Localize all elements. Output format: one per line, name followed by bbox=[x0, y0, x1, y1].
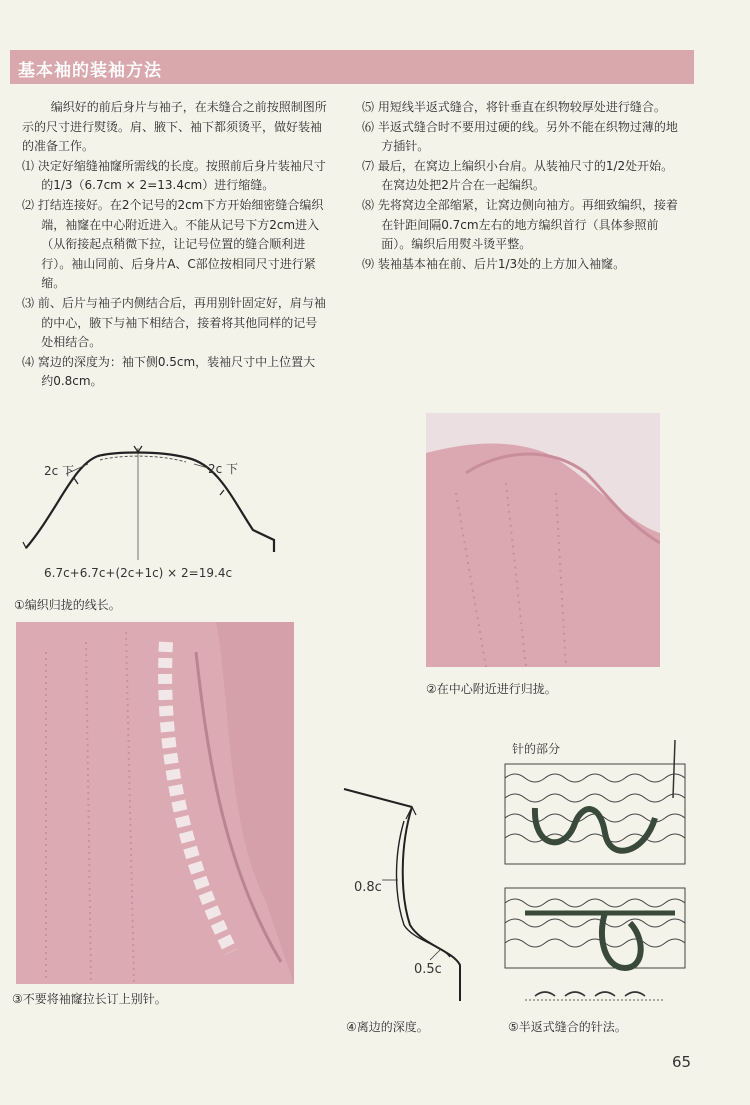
sleeve-label-right: 2c 下 bbox=[208, 462, 239, 476]
left-text-column bbox=[22, 98, 327, 392]
figure-1-caption: ①编织归拢的线长。 bbox=[14, 598, 121, 612]
step-item: ⑻ 先将窝边全部缩紧，让窝边侧向袖方。再细致编织，接着在针距间隔0.7cm左右的地方编织首行（具体参照前面）。编织后用熨斗烫平整。 bbox=[362, 197, 678, 252]
gathering-dashed-line bbox=[100, 456, 186, 462]
seam-depth-diagram bbox=[342, 785, 472, 1005]
photo-pinned-sleeve bbox=[16, 622, 294, 984]
figure-3-caption: ③不要将袖窿拉长订上别针。 bbox=[12, 992, 167, 1006]
backstitch-diagram bbox=[505, 738, 690, 1010]
depth-label-bottom: 0.5c bbox=[414, 962, 442, 977]
section-title-bar bbox=[10, 50, 694, 84]
notch-mark bbox=[74, 478, 78, 484]
step-item: ⑺ 最后，在窝边上编织小台肩。从装袖尺寸的1/2处开始。在窝边处把2片合在一起编织。 bbox=[362, 158, 674, 193]
leader-line bbox=[430, 950, 440, 960]
step-item: ⑵ 打结连接好。在2个记号的2cm下方开始细密缝合编织端，袖窿在中心附近进入。不能从记号下方2cm进入（从衔接起点稍微下拉，让记号位置的缝合顺利进行）。袖山同前、后身片A、C部位按相同尺寸进行紧缩。 bbox=[22, 197, 324, 291]
step-item: ⑷ 窝边的深度为：袖下侧0.5cm，装袖尺寸中上位置大约0.8cm。 bbox=[22, 354, 316, 389]
page-number: 65 bbox=[672, 1053, 692, 1071]
intro-paragraph: 编织好的前后身片与袖子，在未缝合之前按照制图所示的尺寸进行熨烫。肩、腋下、袖下都须烫平，做好装袖的准备工作。 bbox=[22, 100, 327, 154]
knit-fabric-bottom bbox=[505, 888, 685, 968]
needle-part-label: 针的部分 bbox=[512, 742, 561, 756]
stitch-row bbox=[535, 992, 645, 996]
photo-pinned-sleeve-illustration bbox=[16, 622, 294, 984]
photo-gathering bbox=[426, 413, 660, 667]
photo-gathering-illustration bbox=[426, 413, 660, 667]
sleeve-formula: 6.7c+6.7c+(2c+1c) × 2=19.4c bbox=[44, 566, 233, 580]
right-text-column bbox=[362, 98, 684, 274]
figure-2-caption: ②在中心附近进行归拢。 bbox=[426, 682, 557, 696]
sleeve-label-left: 2c 下 bbox=[44, 464, 75, 478]
step-item: ⑶ 前、后片与袖子内侧结合后，再用别针固定好，肩与袖的中心，腋下与袖下相结合，接着将其他同样的记号处相结合。 bbox=[22, 295, 326, 350]
step-item: ⑸ 用短线半返式缝合，将针垂直在织物较厚处进行缝合。 bbox=[362, 100, 666, 114]
top-edge-line bbox=[344, 789, 412, 807]
step-item: ⑹ 半返式缝合时不要用过硬的线。另外不能在织物过薄的地方插针。 bbox=[362, 119, 678, 154]
figure-5-caption: ⑤半返式缝合的针法。 bbox=[508, 1020, 627, 1034]
figure-4-caption: ④离边的深度。 bbox=[346, 1020, 429, 1034]
step-item: ⑴ 决定好缩缝袖窿所需线的长度。按照前后身片装袖尺寸的1/3（6.7cm × 2=13.4cm）进行缩缝。 bbox=[22, 158, 326, 193]
step-item: ⑼ 装袖基本袖在前、后片1/3处的上方加入袖窿。 bbox=[362, 256, 626, 271]
depth-label-top: 0.8c bbox=[354, 880, 382, 895]
section-title: 基本袖的装袖方法 bbox=[18, 61, 162, 81]
sleeve-cap-diagram bbox=[18, 440, 288, 570]
notch-mark bbox=[220, 490, 224, 495]
knit-fabric-top bbox=[505, 740, 685, 864]
